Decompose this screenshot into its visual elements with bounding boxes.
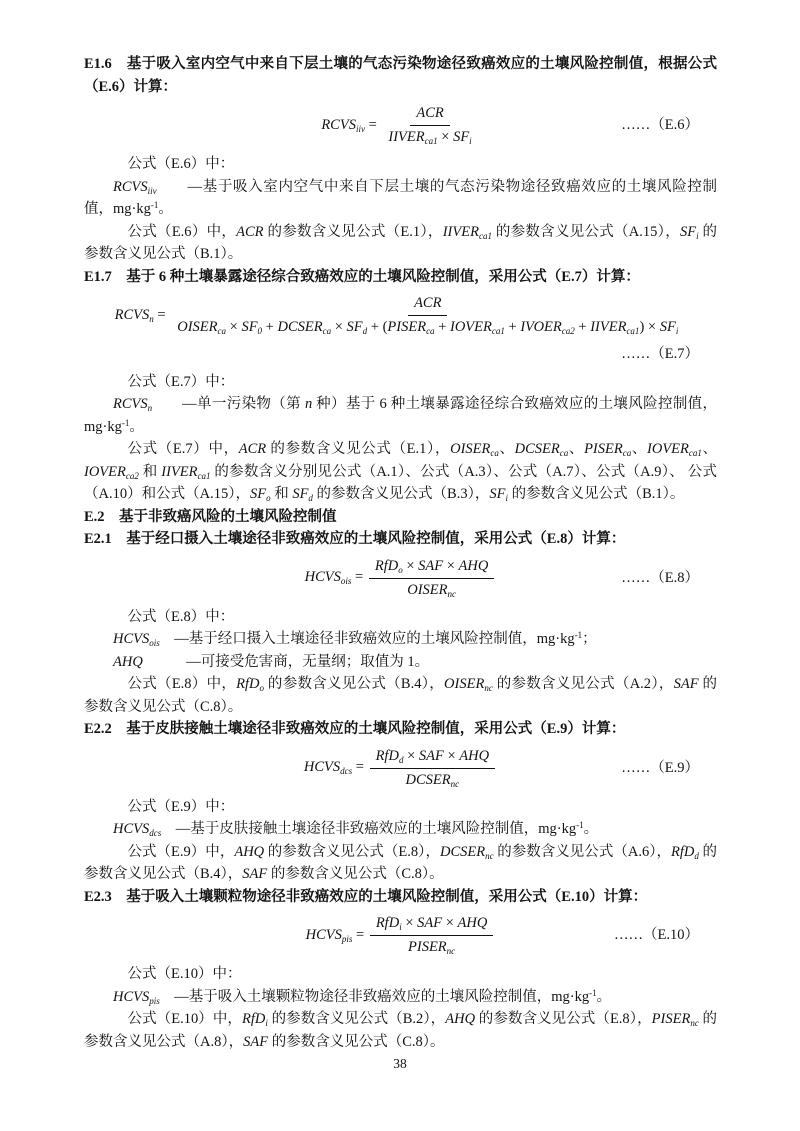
text-run: × (331, 319, 347, 335)
text-run: 的参数含义见公式（C.8）。 (84, 676, 717, 715)
formula-expression (115, 294, 687, 337)
text-run: E1.6 基于吸入室内空气中来自下层土壤的气态污染物途径致癌效应的土壤风险控制值，根据公式（E.6）计算： (84, 56, 717, 95)
variable: d (308, 493, 313, 503)
variable: ca (217, 326, 226, 336)
text-run: —基于吸入土壤颗粒物途径非致癌效应的土壤风险控制值，mg·kg (159, 988, 590, 1005)
text-run: 的参数含义见公式（B.1）。 (84, 223, 718, 262)
text-run: × (437, 129, 454, 145)
text-run: —可接受危害商，无量纲；取值为 1。 (142, 653, 430, 670)
fraction-denominator (171, 316, 684, 337)
variable: ACR (238, 441, 267, 457)
text-run: + (574, 319, 591, 335)
definition-ahq (84, 651, 717, 674)
variable: HCVS (113, 821, 150, 837)
text-run: × (402, 557, 419, 574)
fraction-numerator (410, 104, 449, 126)
text-run: 的参数含义见公式（B.3）， (312, 486, 490, 502)
variable: RCVS (114, 306, 150, 323)
text-run: 公式（E.9）中： (127, 798, 235, 815)
variable: SF (241, 319, 258, 335)
variable: RfD (236, 676, 260, 692)
variable: pis (341, 933, 353, 944)
definition-hcvs-pis (84, 986, 717, 1009)
variable: ca2 (561, 326, 575, 336)
variable: nc (447, 588, 456, 599)
variable: ca (622, 448, 632, 458)
variable: AHQ (234, 843, 265, 860)
formula-expression (306, 914, 496, 957)
formula-lhs (304, 759, 368, 775)
text-run: 的参数含义见公式（B.4）， (84, 843, 717, 882)
text-run: 的参数含义见公式（E.1）， (263, 223, 443, 240)
formula-e6-intro (84, 153, 717, 176)
text-run: 的参数含义见公式（B.2）， (267, 1011, 446, 1027)
variable: n (147, 403, 153, 413)
formula-e9 (84, 747, 717, 790)
text-run: + (434, 319, 450, 335)
variable: DCSER (277, 319, 323, 335)
formula-lhs (305, 569, 367, 585)
variable: ACR (414, 295, 442, 311)
formula-e7-notes (84, 438, 717, 506)
text-run: 的参数含义见公式（A.2）， (492, 676, 674, 692)
clause-e1-7 (84, 266, 717, 289)
text-run: 的参数含义见公式（C.8）。 (268, 1033, 445, 1050)
text-run: E1.7 基于 6 种土壤暴露途径综合致癌效应的土壤风险控制值，采用公式（E.7）计算： (84, 268, 640, 285)
text-run: 公式（E.10）中， (127, 1011, 242, 1027)
variable: AHQ (445, 1011, 476, 1027)
text-run: 的参数含义见公式（B.4）， (264, 676, 445, 692)
clause-e2-2 (84, 718, 717, 741)
text-run: 的参数含义见公式（A.6）， (493, 843, 671, 860)
formula-e10-notes (84, 1008, 717, 1053)
variable: ca (559, 448, 569, 458)
variable: RfD (374, 557, 399, 574)
text-run: × (401, 915, 418, 931)
variable: HCVS (304, 569, 341, 586)
text-run: 的参数含义见公式（C.8）。 (267, 866, 444, 882)
variable: nc (690, 1018, 699, 1028)
text-run: —单一污染物（第 (152, 396, 305, 412)
variable: ACR (416, 105, 444, 121)
variable: nc (485, 850, 494, 861)
variable: AHQ (113, 653, 143, 670)
text-run: 公式（E.8）中， (127, 676, 237, 692)
variable: RfD (375, 747, 399, 764)
variable: nc (484, 683, 493, 693)
variable: IIVER (161, 463, 198, 480)
definition-rcvs-n (84, 393, 717, 438)
document-body (84, 53, 717, 1053)
variable: ca2 (125, 470, 139, 481)
section-heading-e2 (84, 506, 717, 529)
variable: SF (292, 486, 309, 502)
text-run: × (403, 747, 419, 764)
fraction (369, 557, 495, 600)
variable: o (398, 564, 403, 575)
variable: i (675, 326, 679, 336)
text-run: 。 (596, 988, 612, 1005)
text-run: -1 (574, 630, 583, 640)
variable: pis (149, 995, 160, 1006)
text-run: -1 (576, 820, 584, 830)
text-run: = (153, 306, 170, 323)
variable: ACR (236, 223, 264, 240)
text-run: 的参数含义见公式（A.8）， (84, 1011, 718, 1050)
text-run: 的参数含义见公式（B.1）。 (507, 486, 685, 502)
fraction-denominator (382, 126, 477, 147)
variable: DCSER (439, 843, 486, 860)
text-run: 和 (138, 463, 162, 480)
definition-hcvs-ois (84, 628, 717, 651)
variable: HCVS (113, 988, 150, 1005)
clause-e2-1 (84, 528, 717, 551)
variable: IIVER (442, 223, 479, 240)
fraction (171, 294, 684, 337)
definition-rcvs-iiv (84, 176, 717, 221)
variable: SF (679, 223, 697, 240)
variable: HCVS (303, 759, 341, 776)
variable: ca1 (197, 470, 211, 481)
variable: RCVS (113, 396, 148, 412)
variable: PISER (408, 939, 447, 955)
formula-e9-intro (84, 796, 717, 819)
variable: nc (450, 778, 460, 789)
text-run: 和 (270, 486, 293, 502)
variable: ca1 (424, 136, 438, 146)
text-run: —基于吸入室内空气中来自下层土壤的气态污染物途径致癌效应的土壤风险控制值，mg·kg (84, 178, 717, 217)
variable: PISER (387, 319, 427, 335)
variable: SF (346, 319, 363, 335)
variable: OISER (450, 441, 491, 457)
text-run: 、 (701, 441, 718, 457)
variable: SAF (243, 1033, 269, 1050)
text-run: 公式（E.6）中， (127, 223, 237, 240)
formula-e10 (84, 914, 717, 957)
variable: ois (340, 576, 352, 587)
fraction-numerator (370, 747, 496, 769)
fraction-denominator (402, 936, 461, 957)
variable: ca1 (478, 230, 492, 241)
variable: ois (149, 638, 160, 648)
variable: ca1 (626, 326, 640, 336)
text-run: = (351, 569, 367, 586)
variable: IVOER (520, 319, 562, 335)
formula-lhs (306, 927, 368, 943)
formula-label: ……（E.10） (614, 927, 699, 944)
text-run: 的参数含义见公式（A.15）， (491, 223, 680, 240)
variable: RfD (671, 843, 695, 860)
variable: RCVS (321, 116, 356, 133)
variable: AHQ (458, 557, 489, 574)
variable: AHQ (457, 915, 488, 931)
variable: RCVS (113, 178, 148, 195)
variable: PISER (584, 441, 623, 457)
variable: HCVS (113, 631, 150, 647)
formula-expression (305, 557, 497, 600)
variable: d (694, 850, 699, 861)
text-run: -1 (589, 987, 597, 998)
fraction-denominator (400, 769, 466, 790)
text-run: + ( (367, 319, 388, 335)
variable: i (505, 493, 508, 503)
variable: RfD (242, 1011, 266, 1027)
text-run: = (364, 116, 381, 133)
fraction-denominator (401, 579, 462, 600)
text-run: = (352, 759, 368, 776)
formula-label: ……（E.6） (621, 117, 699, 134)
variable: iiv (355, 123, 365, 134)
formula-label: ……（E.7） (621, 346, 699, 362)
text-run: × (443, 747, 460, 764)
text-run: × (442, 915, 458, 931)
variable: SAF (242, 866, 268, 882)
text-run: E2.3 基于吸入土壤颗粒物途径非致癌效应的土壤风险控制值，采用公式（E.10）计算： (84, 888, 648, 905)
text-run: 公式（E.10）中： (127, 966, 242, 982)
fraction-numerator (369, 557, 495, 579)
fraction (382, 104, 477, 147)
variable: IOVER (647, 441, 689, 457)
fraction-numerator (408, 294, 447, 316)
variable: ca (426, 326, 435, 336)
variable: ca (322, 326, 332, 336)
formula-e6-notes (84, 221, 717, 266)
text-run: 的参数含义分别见公式（A.1）、公式（A.3）、公式（A.7）、公式（A.9）、 公式（A.10）和公式（A.15）， (84, 463, 717, 502)
variable: o (266, 493, 271, 503)
variable: o (259, 683, 265, 693)
text-run: + (504, 319, 521, 335)
text-run: -1 (150, 200, 159, 210)
variable: d (398, 754, 404, 765)
variable: SAF (673, 676, 699, 692)
variable: HCVS (305, 926, 342, 943)
variable: dcs (340, 766, 353, 777)
variable: SF (249, 486, 267, 502)
variable: SF (659, 319, 676, 335)
variable: n (304, 396, 313, 412)
variable: SAF (418, 747, 444, 764)
text-run: 公式（E.8）中： (127, 608, 235, 625)
variable: ca1 (491, 326, 505, 336)
formula-e7-intro (84, 371, 717, 394)
formula-e8-intro (84, 606, 717, 629)
formula-e7 (84, 294, 717, 337)
text-run: 种）基于 6 种土壤暴露途径综合致癌效应的土壤风险控制值，mg·kg (84, 396, 718, 435)
text-run: E.2 基于非致癌风险的土壤风险控制值 (84, 508, 337, 525)
formula-e10-intro (84, 963, 717, 986)
variable: i (696, 230, 699, 241)
variable: dcs (149, 828, 162, 838)
fraction (370, 914, 494, 957)
text-run: = (352, 926, 368, 943)
text-run: 公式（E.7）中， (127, 441, 239, 457)
page-number: 38 (393, 1056, 407, 1071)
variable: IOVER (84, 463, 126, 480)
fraction (370, 747, 496, 790)
variable: OISER (407, 581, 448, 598)
variable: SAF (417, 915, 443, 931)
text-run: E2.1 基于经口摄入土壤途径非致癌效应的土壤风险控制值，采用公式（E.8）计算： (84, 531, 626, 547)
text-run: × (443, 557, 459, 574)
text-run: -1 (121, 417, 130, 428)
variable: 0 (257, 326, 263, 336)
variable: i (265, 1018, 268, 1028)
variable: i (469, 136, 472, 146)
variable: DCSER (514, 441, 560, 457)
formula-e8-notes (84, 673, 717, 718)
formula-expression (304, 747, 497, 790)
variable: AHQ (459, 747, 490, 764)
text-run: 公式（E.6）中： (127, 156, 235, 172)
text-run: 、 (498, 441, 515, 457)
text-run: 的参数含义见公式（E.8）， (475, 1011, 652, 1027)
text-run: —基于经口摄入土壤途径非致癌效应的土壤风险控制值，mg·kg (159, 631, 575, 647)
text-run: 公式（E.7）中： (127, 373, 235, 390)
text-run: 、 (631, 441, 648, 457)
text-run: ) × (639, 319, 660, 335)
text-run: 公式（E.9）中， (127, 843, 235, 860)
variable: SF (453, 129, 470, 145)
variable: DCSER (405, 771, 451, 788)
formula-label: ……（E.9） (621, 759, 699, 776)
variable: IOVER (450, 319, 492, 335)
text-run: 。 (583, 821, 599, 837)
variable: d (362, 326, 368, 336)
variable: nc (446, 946, 456, 956)
text-run: 、 (568, 441, 585, 457)
formula-lhs (115, 307, 170, 323)
text-run: —基于皮肤接触土壤途径非致癌效应的土壤风险控制值，mg·kg (161, 821, 577, 837)
variable: RfD (375, 915, 400, 931)
formula-e9-notes (84, 841, 717, 886)
variable: i (399, 922, 402, 932)
clause-e2-3 (84, 886, 717, 909)
variable: ca (490, 448, 499, 458)
variable: SAF (418, 557, 444, 574)
definition-hcvs-dcs (84, 818, 717, 841)
formula-lhs (321, 117, 380, 133)
variable: IIVER (590, 319, 627, 335)
formula-e6 (84, 104, 717, 147)
variable: iiv (147, 185, 157, 196)
formula-label: ……（E.8） (621, 569, 699, 586)
variable: OISER (444, 676, 485, 692)
variable: ca1 (688, 448, 702, 458)
variable: SF (489, 486, 506, 502)
text-run: ； (582, 631, 597, 647)
variable: n (149, 313, 154, 324)
text-run: × (226, 319, 242, 335)
formula-e8 (84, 557, 717, 600)
text-run: 的参数含义见公式（E.8）， (264, 843, 440, 860)
variable: IIVER (388, 129, 425, 145)
text-run: E2.2 基于皮肤接触土壤途径非致癌效应的土壤风险控制值，采用公式（E.9）计算： (84, 721, 626, 737)
text-run: + (262, 319, 278, 335)
fraction-numerator (370, 914, 494, 936)
formula-expression (321, 104, 479, 147)
text-run: 的参数含义见公式（E.1）， (266, 441, 451, 457)
variable: OISER (177, 319, 218, 335)
clause-e1-6 (84, 53, 717, 98)
text-run: 。 (158, 201, 173, 217)
variable: PISER (651, 1011, 691, 1027)
text-run: 。 (129, 418, 144, 435)
